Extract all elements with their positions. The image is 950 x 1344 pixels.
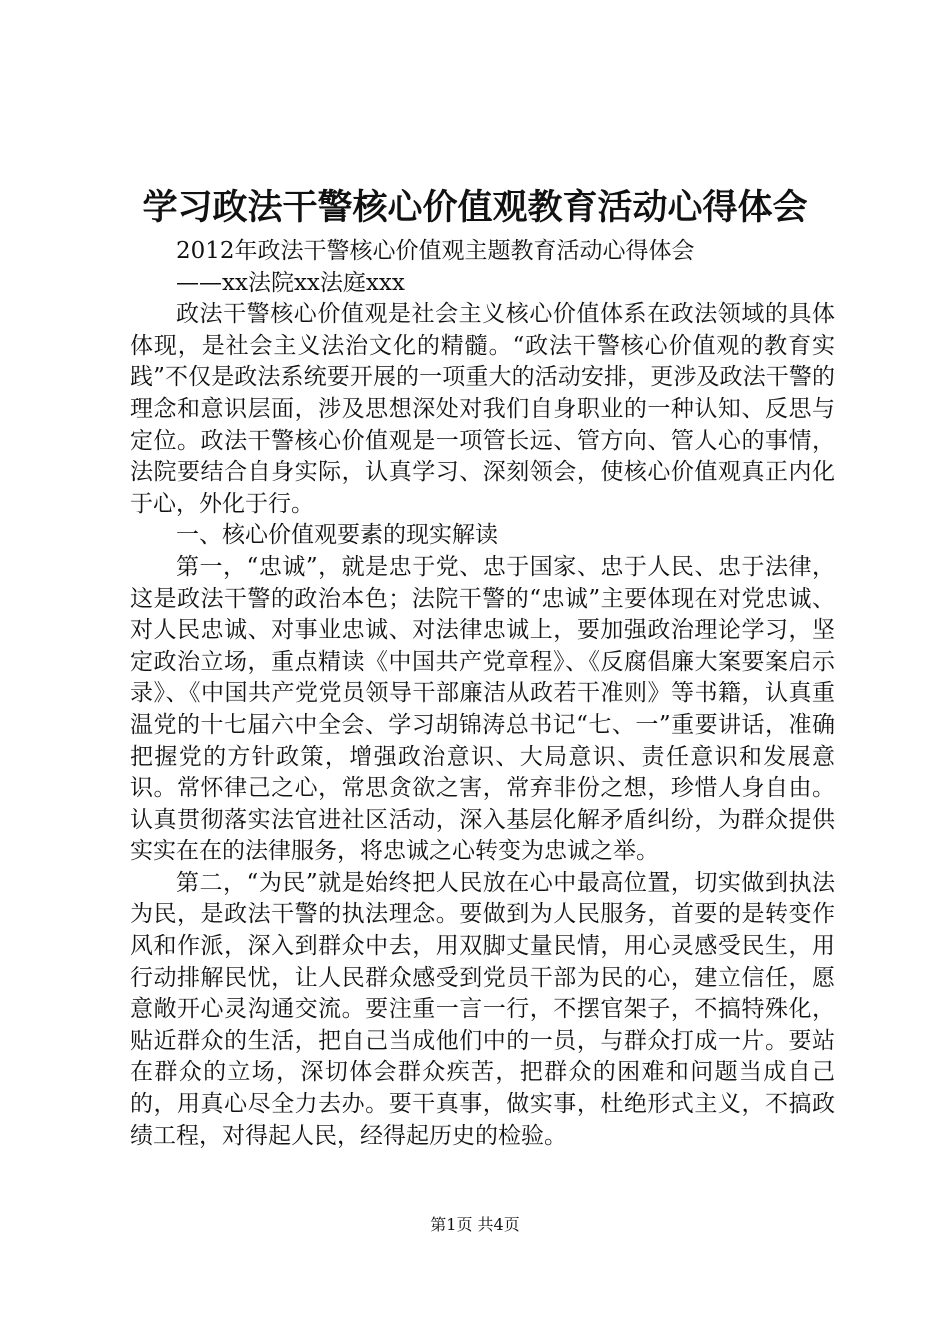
author-line: ——xx法院xx法庭xxx [176, 269, 405, 296]
subtitle-line: 2012年政法干警核心价值观主题教育活动心得体会 [176, 238, 695, 264]
section-heading: 一、核心价值观要素的现实解读 [176, 522, 498, 549]
paragraph-for-the-people: 第二，“为民”就是始终把人民放在心中最高位置，切实做到执法为民，是政法干警的执法理念。要做到为人民服务，首要的是转变作风和作派，深入到群众中去，用双脚丈量民情，用心灵感受民生，用行动排解民忧，让人民群众感受到党员干部为民的心，建立信任，愿意敞开心灵沟通交流。要注重一言一行，不摆官架子，不搞特殊化，贴近群众的生活，把自己当成他们中的一员，与群众打成一片。要站在群众的立场，深切体会群众疾苦，把群众的困难和问题当成自己的，用真心尽全力去办。要干真事，做实事，杜绝形式主义，不搞政绩工程，对得起人民，经得起历史的检验。 [130, 869, 835, 1149]
paragraph-loyalty: 第一，“忠诚”，就是忠于党、忠于国家、忠于人民、忠于法律，这是政法干警的政治本色；法院干警的“忠诚”主要体现在对党忠诚、对人民忠诚、对事业忠诚、对法律忠诚上，要加强政治理论学习，坚定政治立场，重点精读《中国共产党章程》、《反腐倡廉大案要案启示录》、《中国共产党党员领导干部廉洁从政若干准则》等书籍，认真重温党的十七届六中全会、学习胡锦涛总书记“七、一”重要讲话，准确把握党的方针政策，增强政治意识、大局意识、责任意识和发展意识。常怀律己之心，常思贪欲之害，常弃非份之想，珍惜人身自由。认真贯彻落实法官进社区活动，深入基层化解矛盾纠纷，为群众提供实实在在的法律服务，将忠诚之心转变为忠诚之举。 [130, 553, 835, 865]
page-number-footer: 第1页 共4页 [430, 1215, 520, 1234]
document-body [130, 236, 835, 1152]
paragraph-intro: 政法干警核心价值观是社会主义核心价值体系在政法领域的具体体现，是社会主义法治文化的精髓。“政法干警核心价值观的教育实践”不仅是政法系统要开展的一项重大的活动安排，更涉及政法干警的理念和意识层面，涉及思想深处对我们自身职业的一种认知、反思与定位。政法干警核心价值观是一项管长远、管方向、管人心的事情，法院要结合自身实际，认真学习、深刻领会，使核心价值观真正内化于心，外化于行。 [130, 301, 835, 517]
document-title: 学习政法干警核心价值观教育活动心得体会 [142, 187, 808, 228]
